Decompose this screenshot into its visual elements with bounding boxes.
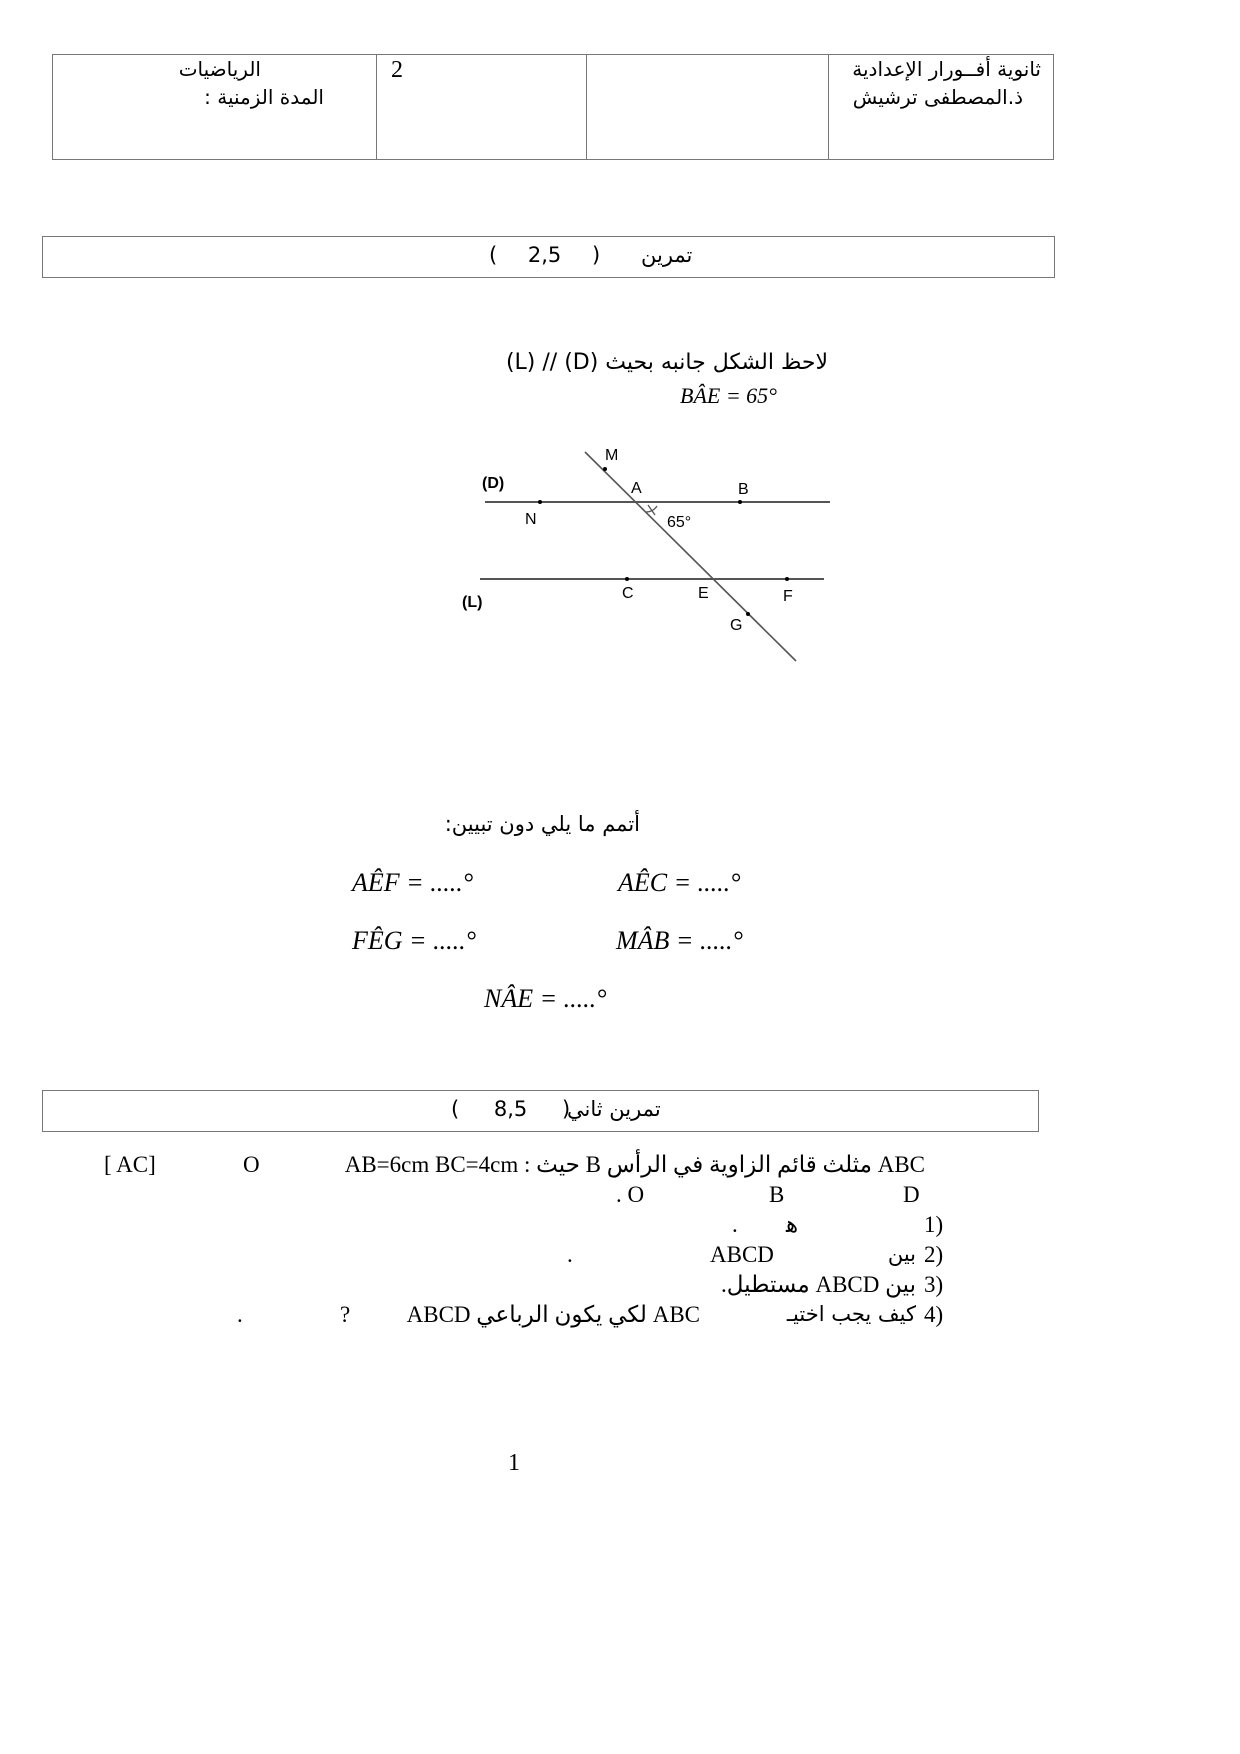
exercise1-instruction: لاحظ الشكل جانبه بحيث (D) // (L): [505, 350, 828, 375]
complete-prompt: أتمم ما يلي دون تبيين:: [444, 812, 640, 836]
line2-o: . O: [616, 1182, 645, 1207]
point-b-dot: [738, 500, 742, 504]
q2-number: 2): [924, 1242, 944, 1267]
q1-dot: .: [732, 1212, 738, 1237]
intro-ac: [ AC]: [104, 1152, 156, 1177]
label-l: (L): [462, 594, 483, 611]
line2-b: B: [769, 1182, 785, 1207]
q4-number: 4): [924, 1302, 944, 1327]
label-a: A: [631, 480, 642, 497]
point-c-dot: [625, 577, 629, 581]
exercise1-title-box: [42, 236, 1055, 278]
exercise2-title-box: [42, 1090, 1039, 1132]
duration: المدة الزمنية :: [204, 85, 324, 109]
blank-aec: AÊC = .....°: [618, 868, 741, 897]
parallel-lines-figure: [450, 430, 850, 680]
intro-o: O: [243, 1152, 260, 1177]
subject: الرياضيات: [178, 57, 261, 81]
page-number: 1: [508, 1450, 520, 1476]
blank-nae: NÂE = .....°: [484, 984, 607, 1013]
exercise1-title: تمرين: [641, 243, 693, 267]
line2-d: D: [903, 1182, 920, 1207]
header-subject-cell: [52, 54, 377, 160]
blank-mab: MÂB = .....°: [616, 926, 743, 955]
q3-text: بين ABCD مستطيل.: [720, 1272, 916, 1297]
exercise2-intro: ABC مثلث قائم الزاوية في الرأس B حيث : AB=6cm BC=4cm: [344, 1152, 925, 1177]
label-f: F: [783, 588, 793, 605]
label-e: E: [698, 585, 709, 602]
label-angle: 65°: [667, 514, 692, 531]
q1-number: 1): [924, 1212, 944, 1237]
q4-text-a: كيف يجب اختيـ: [786, 1302, 916, 1326]
header-school-cell: [828, 54, 1054, 160]
blank-feg: FÊG = .....°: [352, 926, 476, 955]
label-d: (D): [482, 475, 505, 492]
exercise2-points: ( 8,5 ): [451, 1097, 571, 1121]
q2-abcd: ABCD: [710, 1242, 774, 1267]
q4-dot: .: [237, 1302, 243, 1327]
label-b: B: [738, 481, 749, 498]
level: 2: [391, 57, 403, 83]
q2-text: بين: [887, 1242, 916, 1266]
label-m: M: [605, 447, 619, 464]
q2-dot: .: [567, 1242, 573, 1267]
label-n: N: [525, 511, 537, 528]
header-empty-cell: [586, 54, 829, 160]
school-name: ثانوية أفــورار الإعدادية: [852, 57, 1041, 81]
q4-question-mark: ?: [340, 1302, 351, 1327]
point-m-dot: [603, 467, 607, 471]
q1-fragment: ﻫ: [786, 1212, 799, 1237]
label-c: C: [622, 585, 634, 602]
point-n-dot: [538, 500, 542, 504]
blank-aef: AÊF = .....°: [352, 868, 474, 897]
exercise2-title: تمرين ثاني: [567, 1097, 661, 1121]
transversal: [585, 452, 796, 661]
q4-text-b: ABC لكي يكون الرباعي ABCD: [406, 1302, 700, 1327]
q3-number: 3): [924, 1272, 944, 1297]
given-angle: BÂE = 65°: [680, 383, 777, 408]
point-g-dot: [746, 612, 750, 616]
label-g: G: [730, 617, 743, 634]
header-level-cell: [376, 54, 587, 160]
point-f-dot: [785, 577, 789, 581]
teacher-name: ذ.المصطفى ترشيش: [852, 85, 1023, 109]
exercise1-points: ( 2,5 ): [489, 243, 601, 267]
